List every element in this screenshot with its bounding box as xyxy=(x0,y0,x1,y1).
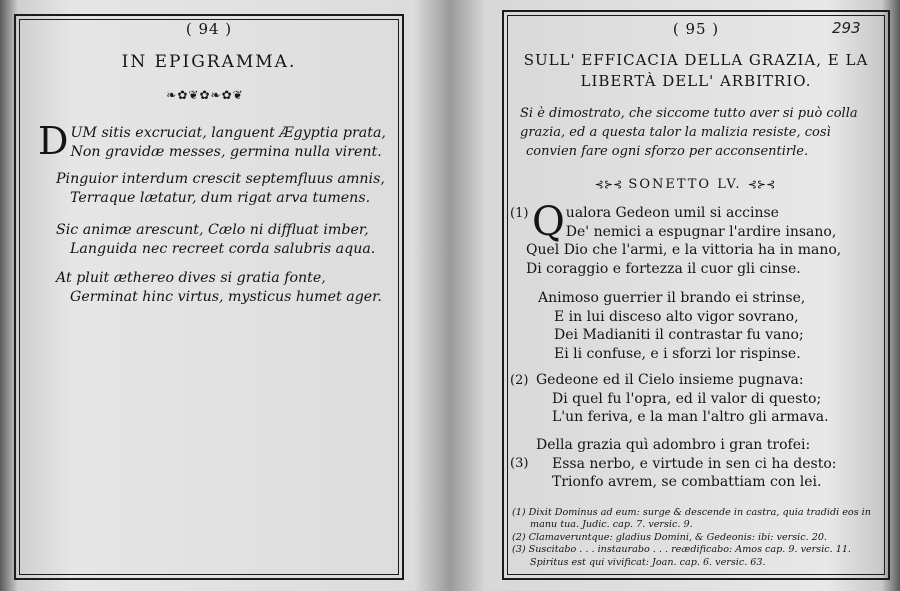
argument-line: grazia, ed a questa talor la malizia resiste, così xyxy=(520,125,831,140)
ornament-left: ⊰⊱⊰ xyxy=(594,178,623,191)
ornament-right: ⊰⊱⊰ xyxy=(747,178,776,191)
manuscript-number: 293 xyxy=(832,19,861,37)
sonnet-argument xyxy=(520,104,880,161)
verse-line: Terraque lætatur, dum rigat arva tumens. xyxy=(70,190,371,206)
epigram-stanza-3 xyxy=(56,221,375,259)
left-page-title: IN EPIGRAMMA. xyxy=(121,52,297,72)
verse-line: Sic animæ arescunt, Cælo ni diffluat imber, xyxy=(56,222,369,238)
argument-line: Si è dimostrato, che siccome tutto aver si può colla xyxy=(520,106,858,121)
epigram-stanza-4 xyxy=(56,269,382,307)
verse-line: Di coraggio e fortezza il cuor gli cinse. xyxy=(526,260,801,277)
title-line: LIBERTÀ DELL' ARBITRIO. xyxy=(580,72,812,90)
sonnet-stanza-2 xyxy=(538,289,805,363)
footnote-line: manu tua. Judic. cap. 7. versic. 9. xyxy=(530,519,693,531)
footnote-marker-2: (2) xyxy=(510,373,529,388)
verse-line: L'un feriva, e la man l'altro gli armava. xyxy=(552,409,829,426)
footnote-line: (1) Dixit Dominus ad eum: surge & descende in castra, quia tradidi eos in xyxy=(512,507,871,518)
verse-line: Di quel fu l'opra, ed il valor di questo; xyxy=(552,390,822,407)
verse-line: Non gravidæ messes, germina nulla virent. xyxy=(70,144,382,160)
verse-line: Languida nec recreet corda salubris aqua. xyxy=(70,241,376,257)
verse-line: Ei li confuse, e i sforzi lor rispinse. xyxy=(554,345,801,362)
verse-line: Gedeone ed il Cielo insieme pugnava: xyxy=(536,372,804,388)
verse-line: Germinat hinc virtus, mysticus humet ager. xyxy=(70,289,382,305)
sonnet-stanza-1 xyxy=(526,199,842,278)
verse-line: ualora Gedeon umil si accinse xyxy=(565,205,779,221)
verse-line: Della grazia quì adombro i gran trofei: xyxy=(536,437,811,453)
footnote-marker-3: (3) xyxy=(510,456,529,471)
epigram-stanza-2 xyxy=(56,170,385,208)
title-line: SULL' EFFICACIA DELLA GRAZIA, E LA xyxy=(523,51,869,69)
verse-line: Pinguior interdum crescit septemfluus amnis, xyxy=(56,171,385,187)
ornament-divider: ❧✿❦✿❧✿❦ xyxy=(166,88,244,102)
sonnet-stanza-4 xyxy=(536,436,837,492)
verse-line: Dei Madianiti il contrastar fu vano; xyxy=(554,327,804,344)
epigram-stanza-1 xyxy=(38,119,386,163)
verse-line: E in lui disceso alto vigor sovrano, xyxy=(554,308,799,325)
footnote-line: (2) Clamaveruntque: gladius Domini, & Gedeonis: ibi: versic. 20. xyxy=(512,531,827,543)
sonnet-stanza-3 xyxy=(536,371,829,427)
verse-line: UM sitis excruciat, languent Ægyptia prata, xyxy=(70,125,386,141)
verse-line: De' nemici a espugnar l'ardire insano, xyxy=(565,223,837,240)
right-page-title xyxy=(502,50,890,92)
left-page-number: ( 94 ) xyxy=(185,20,233,38)
footnotes xyxy=(512,507,878,569)
verse-line: Animoso guerrier il brando ei strinse, xyxy=(538,290,806,306)
verse-line: At pluit æthereo dives si gratia fonte, xyxy=(56,270,326,286)
sonnet-number: SONETTO LV. xyxy=(628,177,742,192)
right-page-number: ( 95 ) xyxy=(672,20,720,38)
drop-cap-q: Q xyxy=(532,199,565,245)
verse-line: Essa nerbo, e virtude in sen ci ha desto: xyxy=(552,455,837,472)
footnote-line: (3) Suscitabo . . . instaurabo . . . reædificabo: Amos cap. 9. versic. 11. xyxy=(512,544,851,556)
verse-line: Quel Dio che l'armi, e la vittoria ha in mano, xyxy=(526,242,842,259)
drop-cap-d: D xyxy=(38,119,69,163)
footnote-line: Spiritus est qui vivificat: Joan. cap. 6. versic. 63. xyxy=(530,556,766,568)
verse-line: Trionfo avrem, se combattiam con lei. xyxy=(552,474,822,491)
argument-line: convien fare ogni sforzo per acconsentirle. xyxy=(526,144,809,159)
footnote-marker-1: (1) xyxy=(510,206,529,221)
sonnet-heading xyxy=(560,177,810,192)
